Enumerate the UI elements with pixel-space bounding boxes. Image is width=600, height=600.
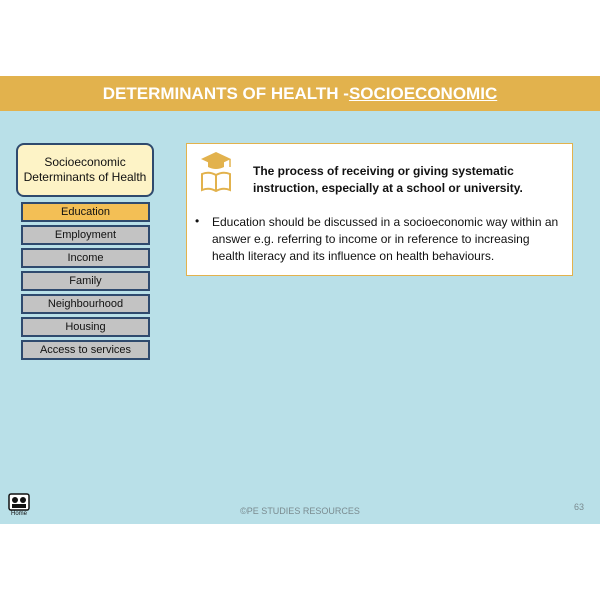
graduation-book-icon: [199, 150, 233, 192]
bullet-text: Education should be discussed in a socioeconomic way within an answer e.g. referring to income or in reference to increasing health literacy and its influence on health behaviours.: [212, 215, 559, 263]
copyright-footer: ©PE STUDIES RESOURCES: [240, 506, 360, 516]
slide: [0, 76, 600, 524]
home-label: Home: [10, 511, 27, 517]
sidebar-item-neighbourhood[interactable]: Neighbourhood: [21, 294, 150, 314]
bullet-marker: •: [195, 214, 200, 228]
sidebar-item-housing[interactable]: Housing: [21, 317, 150, 337]
title-highlight: SOCIOECONOMIC: [348, 83, 498, 103]
sidebar-item-family[interactable]: Family: [21, 271, 150, 291]
sidebar-item-income[interactable]: Income: [21, 248, 150, 268]
page-number: 63: [574, 502, 585, 512]
sidebar-header: Socioeconomic Determinants of Health: [16, 143, 154, 197]
sidebar-item-employment[interactable]: Employment: [21, 225, 150, 245]
definition-text: The process of receiving or giving systematic instruction, especially at a school or university.: [253, 164, 523, 195]
content-panel: [186, 143, 573, 276]
page-title: [0, 76, 600, 111]
title-main: DETERMINANTS OF HEALTH -: [102, 83, 349, 103]
sidebar-item-education[interactable]: Education: [21, 202, 150, 222]
sidebar-item-access-to-services[interactable]: Access to services: [21, 340, 150, 360]
